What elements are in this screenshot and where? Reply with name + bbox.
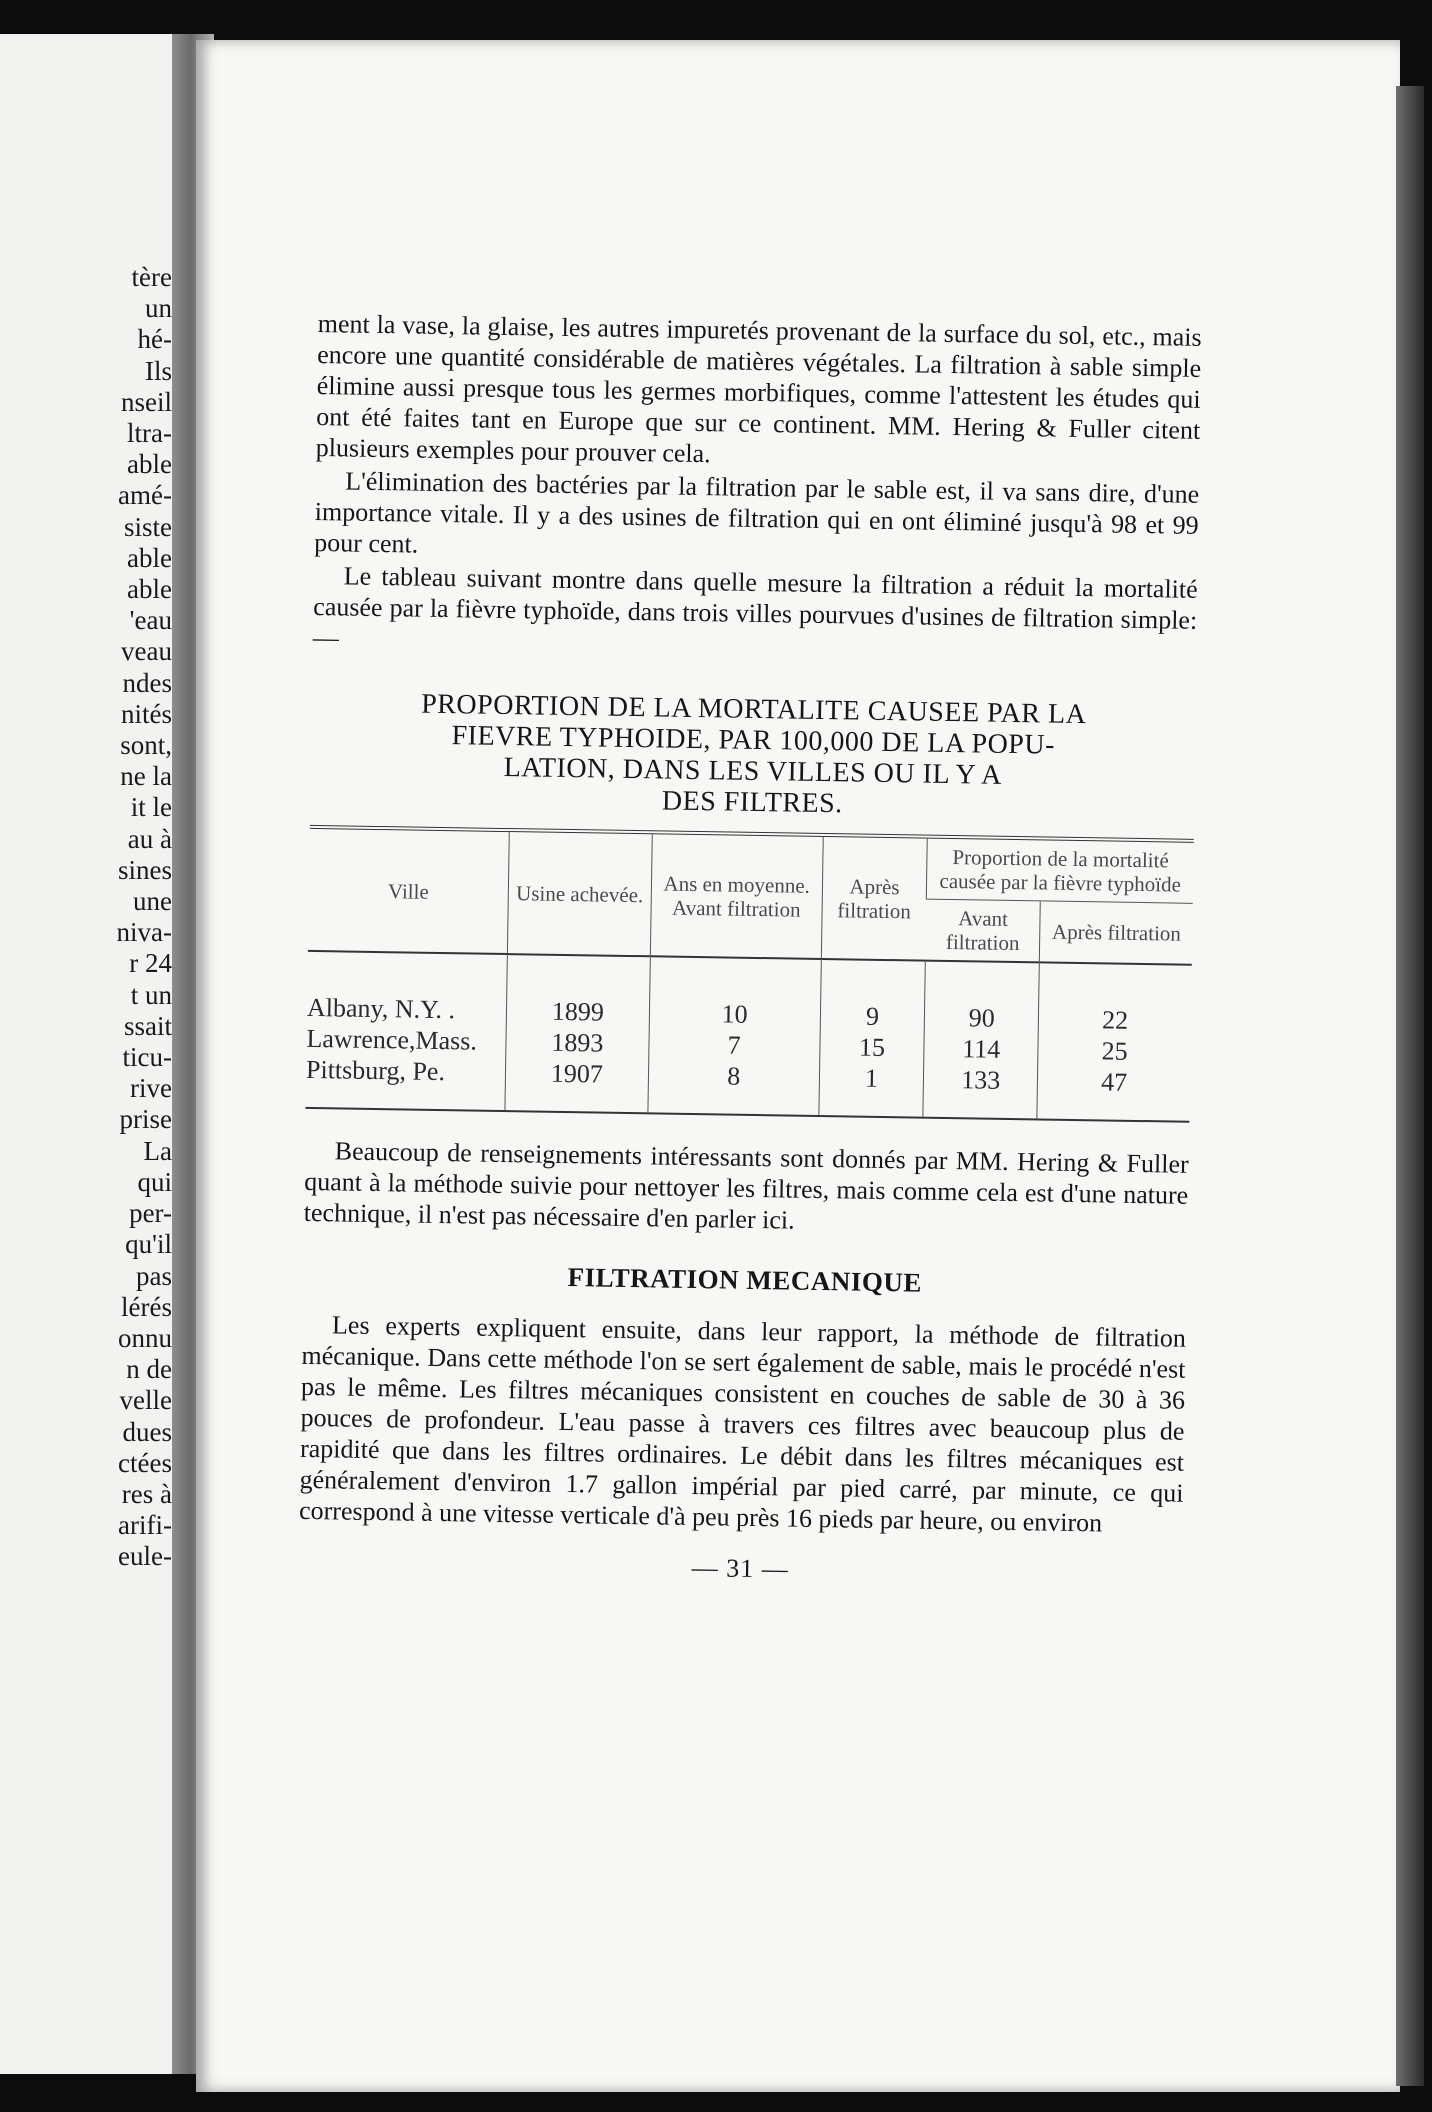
cell-avant-prop: 90 — [968, 1003, 995, 1033]
previous-page-fragment: arifi- — [118, 1510, 172, 1541]
previous-page-fragment: onnu — [118, 1322, 172, 1353]
page-content — [298, 308, 1202, 1591]
book-page — [196, 40, 1400, 2092]
cell-apres-prop: 22 — [1101, 1005, 1129, 1035]
cell-apres: 15 — [858, 1032, 886, 1062]
column-usine — [505, 954, 650, 1112]
previous-page-fragment: res à — [121, 1478, 172, 1509]
cell-apres: 9 — [865, 1001, 880, 1031]
table-title-line: DES FILTRES. — [661, 785, 843, 820]
previous-page-fragment: au à — [127, 823, 172, 854]
previous-page-fragment: ne la — [120, 761, 172, 792]
previous-page-fragment: dues — [122, 1416, 172, 1447]
previous-page-fragment: rive — [130, 1073, 172, 1104]
cell-usine: 1893 — [551, 1027, 604, 1058]
column-apres-prop — [1037, 962, 1192, 1120]
previous-page-fragment: qui — [137, 1166, 172, 1197]
previous-page-fragment: ticu- — [122, 1042, 172, 1073]
paragraph-1: ment la vase, la glaise, les autres impuretés provenant de la surface du sol, etc., mais encore une quantité considérable de matières végétales. La filtration à sable simple élimine aussi presque tous les germes morbifiques, comme l'attestent les études qui ont été faites tant en Europe que sur ce continent. MM. Hering & Fuller citent plusieurs exemples pour prouver cela. — [315, 308, 1202, 469]
previous-page-fragment: lérés — [121, 1291, 172, 1322]
previous-page-fragment: hé- — [137, 324, 172, 355]
page-edge — [1396, 86, 1424, 2086]
previous-page-fragment: ctées — [118, 1447, 172, 1478]
paragraph-section: Les experts expliquent ensuite, dans leur rapport, la méthode de filtration mécanique. Dans cette méthode l'on se sert également de sable, mais le procédé n'est pas le même. Les filtres mécaniques consistent en couches de sable de 30 à 36 pouces de profondeur. L'eau passe à travers ces filtres avec beaucoup plus de rapidité que dans les filtres ordinaires. Le débit dans les filtres mécaniques est généralement d'environ 1.7 gallon impérial par pied carré, par minute, ce qui correspond à une vitesse verticale d'à peu près 16 pieds par heure, ou environ — [298, 1310, 1187, 1538]
previous-page-fragment: siste — [123, 511, 172, 542]
previous-page-fragment: velle — [119, 1385, 172, 1416]
previous-page-fragment: pas — [136, 1260, 172, 1291]
header-proportion: Proportion de la mortalité causée par la fièvre typhoïde — [927, 839, 1194, 904]
previous-page — [0, 34, 182, 2074]
table-title — [310, 687, 1196, 825]
previous-page-fragment: t un — [130, 979, 172, 1010]
previous-page-fragment: nseil — [121, 386, 172, 417]
table-title-line: FIEVRE TYPHOIDE, PAR 100,000 DE LA POPU- — [451, 720, 1056, 761]
cell-ans: 8 — [726, 1061, 741, 1091]
paragraph-3: Le tableau suivant montre dans quelle mesure la filtration a réduit la mortalité causée par la fièvre typhoïde, dans trois villes pourvues d'usines de filtration simple:— — [312, 561, 1198, 653]
header-ans: Ans en moyenne. Avant filtration — [650, 834, 823, 959]
header-usine: Usine achevée. — [507, 832, 651, 956]
previous-page-fragment: ssait — [123, 1010, 172, 1041]
page-number: — 31 — — [691, 1553, 789, 1584]
cell-ville: Albany, N.Y. . — [306, 992, 456, 1025]
cell-ans: 10 — [721, 999, 748, 1029]
previous-page-fragment: niva- — [116, 917, 172, 948]
previous-page-fragment: une — [133, 886, 172, 917]
mortality-table — [305, 829, 1193, 1121]
previous-page-fragment: ltra- — [127, 418, 172, 449]
paragraph-after-table: Beaucoup de renseignements intéressants sont donnés par MM. Hering & Fuller quant à la méthode suivie pour nettoyer les filtres, mais comme cela est d'une nature technique, il n'est pas nécessaire d'en parler ici. — [303, 1136, 1189, 1235]
previous-page-fragment: sines — [118, 854, 172, 885]
cell-ans: 7 — [727, 1030, 741, 1060]
previous-page-fragment: tère — [131, 262, 172, 292]
cell-apres-prop: 25 — [1101, 1036, 1128, 1066]
previous-page-fragment: veau — [121, 636, 172, 667]
paragraph-2: L'élimination des bactéries par la filtration par le sable est, il va sans dire, d'une importance vitale. Il y a des usines de filtration qui en ont éliminé jusqu'à 98 et 99 pour cent. — [314, 466, 1200, 559]
cell-usine: 1907 — [550, 1058, 604, 1089]
table-title-line: PROPORTION DE LA MORTALITE CAUSEE PAR LA — [420, 688, 1087, 731]
previous-page-fragment: La — [143, 1135, 172, 1166]
previous-page-fragment: r 24 — [129, 948, 172, 979]
cell-ville: Lawrence,Mass. — [306, 1023, 478, 1056]
previous-page-fragment: qu'il — [125, 1229, 172, 1260]
cell-usine: 1899 — [551, 996, 605, 1027]
header-avant-sub: Avant filtration — [926, 899, 1041, 962]
header-apres-sub: Après filtration — [1040, 901, 1193, 965]
column-apres — [819, 959, 926, 1117]
previous-page-fragment: sont, — [120, 730, 172, 761]
header-ville: Ville — [308, 829, 509, 954]
previous-page-fragment: able — [127, 542, 172, 573]
previous-page-fragment: un — [145, 293, 172, 324]
cell-avant-prop: 114 — [962, 1034, 1001, 1064]
previous-page-fragment: ndes — [122, 667, 172, 698]
previous-page-fragment: per- — [129, 1198, 172, 1229]
previous-page-fragment: it le — [130, 792, 172, 823]
previous-page-text — [2, 262, 172, 1573]
cell-avant-prop: 133 — [961, 1065, 1001, 1095]
previous-page-fragment: 'eau — [129, 605, 172, 636]
table-body-row — [305, 951, 1191, 1121]
header-apres: Après filtration — [821, 837, 927, 961]
previous-page-fragment: amé- — [118, 480, 172, 511]
table-title-line: LATION, DANS LES VILLES OU IL Y A — [503, 751, 1003, 791]
previous-page-fragment: eule- — [118, 1541, 172, 1572]
previous-page-fragment: Ils — [145, 355, 172, 386]
previous-page-fragment: n de — [126, 1354, 172, 1385]
column-avant-prop — [923, 961, 1039, 1119]
previous-page-fragment: able — [127, 449, 172, 480]
column-ville — [305, 951, 507, 1110]
previous-page-fragment: able — [127, 574, 172, 605]
previous-page-fragment: nités — [121, 698, 172, 729]
cell-apres-prop: 47 — [1100, 1067, 1128, 1097]
section-heading: FILTRATION MECANIQUE — [567, 1262, 923, 1298]
column-ans — [648, 956, 822, 1115]
cell-apres: 1 — [864, 1063, 879, 1093]
previous-page-fragment: prise — [119, 1104, 172, 1135]
cell-ville: Pittsburg, Pe. — [305, 1054, 446, 1087]
